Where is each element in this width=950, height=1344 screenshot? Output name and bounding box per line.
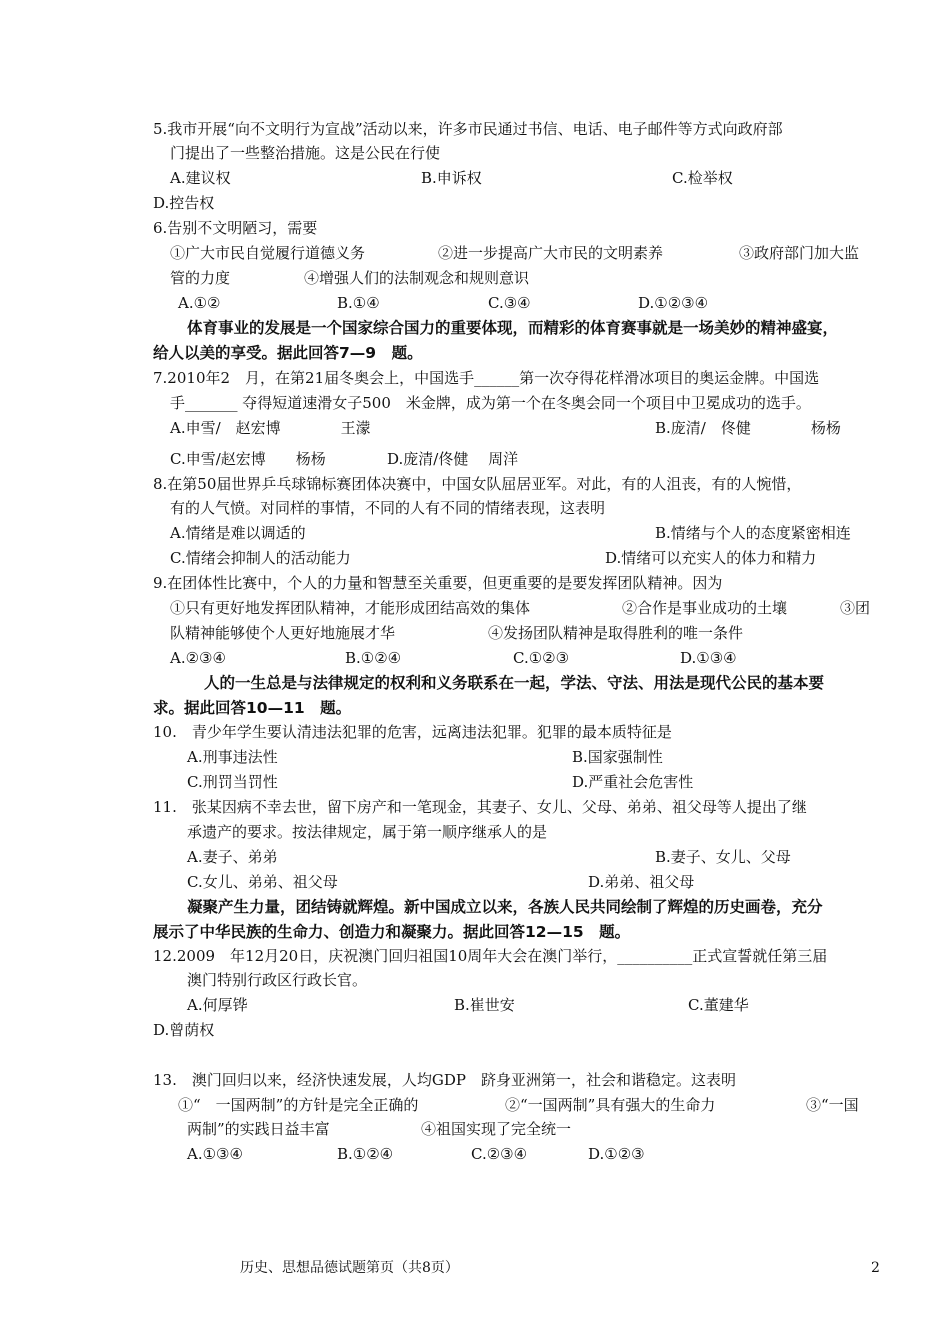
q6-option-a: A.①② <box>178 294 221 312</box>
q12-stem-line1: 12.2009 年12月20日，庆祝澳门回归祖国10周年大会在澳门举行，__________正式宣誓就任第三届 <box>153 947 828 965</box>
q9-statement-4: ④发扬团队精神是取得胜利的唯一条件 <box>488 624 744 642</box>
q5-stem-line2: 门提出了一些整治措施。这是公民在行使 <box>170 144 441 162</box>
q9-option-d: D.①③④ <box>680 649 737 667</box>
q7-option-a: A.申雪/ 赵宏博 王濛 <box>170 419 371 437</box>
q13-statement-3-cont: 两制”的实践日益丰富 <box>187 1120 330 1138</box>
intro1-line2: 给人以美的享受。据此回答7—9 题。 <box>153 344 423 362</box>
q12-stem-line2: 澳门特别行政区行政长官。 <box>187 971 368 989</box>
q9-option-c: C.①②③ <box>513 649 570 667</box>
q7-stem-line1: 7.2010年2 月，在第21届冬奥会上，中国选手______第一次夺得花样滑冰项目的奥运金牌。中国选 <box>153 369 820 387</box>
intro3-line1: 凝聚产生力量，团结铸就辉煌。新中国成立以来，各族人民共同绘制了辉煌的历史画卷，充分 <box>187 898 823 916</box>
q6-statement-3-cont: 管的力度 <box>170 269 231 287</box>
q9-statement-1: ①只有更好地发挥团队精神，才能形成团结高效的集体 <box>170 599 531 617</box>
q13-statement-3: ③“一国 <box>806 1096 859 1114</box>
q9-statement-2: ②合作是事业成功的土壤 <box>622 599 788 617</box>
q11-stem-line2: 承遗产的要求。按法律规定，属于第一顺序继承人的是 <box>187 823 548 841</box>
intro2-line2: 求。据此回答10—11 题。 <box>153 699 352 717</box>
q9-statement-3-cont: 队精神能够使个人更好地施展才华 <box>170 624 396 642</box>
q9-option-b: B.①②④ <box>345 649 402 667</box>
q8-stem-line2: 有的人气愤。对同样的事情，不同的人有不同的情绪表现，这表明 <box>170 499 606 517</box>
intro3-line2: 展示了中华民族的生命力、创造力和凝聚力。据此回答12—15 题。 <box>153 923 631 941</box>
q11-option-c: C.女儿、弟弟、祖父母 <box>187 873 338 891</box>
q11-option-a: A.妻子、弟弟 <box>187 848 278 866</box>
q7-option-d: D.庞清/佟健 周洋 <box>387 450 519 468</box>
q5-option-a: A.建议权 <box>170 169 231 187</box>
q11-stem-line1: 11. 张某因病不幸去世，留下房产和一笔现金，其妻子、女儿、父母、弟弟、祖父母等人提出了继 <box>153 798 807 816</box>
q13-option-d: D.①②③ <box>588 1145 645 1163</box>
q6-statement-4: ④增强人们的法制观念和规则意识 <box>304 269 530 287</box>
q5-option-c: C.检举权 <box>672 169 733 187</box>
q6-option-c: C.③④ <box>488 294 531 312</box>
q6-statement-1: ①广大市民自觉履行道德义务 <box>170 244 366 262</box>
q12-option-d: D.曾荫权 <box>153 1021 215 1039</box>
q13-stem: 13. 澳门回归以来，经济快速发展，人均GDP 跻身亚洲第一，社会和谐稳定。这表明 <box>153 1071 736 1089</box>
q13-option-b: B.①②④ <box>337 1145 394 1163</box>
q11-option-b: B.妻子、女儿、父母 <box>655 848 791 866</box>
q13-option-c: C.②③④ <box>471 1145 528 1163</box>
q8-stem-line1: 8.在第50届世界乒乓球锦标赛团体决赛中，中国女队屈居亚军。对此，有的人沮丧，有的人惋惜， <box>153 475 802 493</box>
q10-option-d: D.严重社会危害性 <box>572 773 694 791</box>
q12-option-c: C.董建华 <box>688 996 749 1014</box>
q6-stem: 6.告别不文明陋习，需要 <box>153 219 318 237</box>
q10-stem: 10. 青少年学生要认清违法犯罪的危害，远离违法犯罪。犯罪的最本质特征是 <box>153 723 672 741</box>
q7-option-b: B.庞清/ 佟健 杨杨 <box>655 419 841 437</box>
q10-option-b: B.国家强制性 <box>572 748 663 766</box>
q8-option-b: B.情绪与个人的态度紧密相连 <box>655 524 851 542</box>
q5-option-b: B.申诉权 <box>421 169 482 187</box>
q11-option-d: D.弟弟、祖父母 <box>588 873 695 891</box>
intro2-line1: 人的一生总是与法律规定的权利和义务联系在一起，学法、守法、用法是现代公民的基本要 <box>204 674 825 692</box>
q6-statement-2: ②进一步提高广大市民的文明素养 <box>438 244 664 262</box>
q8-option-c: C.情绪会抑制人的活动能力 <box>170 549 351 567</box>
intro1-line1: 体育事业的发展是一个国家综合国力的重要体现，而精彩的体育赛事就是一场美妙的精神盛宴， <box>187 319 839 337</box>
q6-option-b: B.①④ <box>337 294 380 312</box>
q10-option-c: C.刑罚当罚性 <box>187 773 278 791</box>
q13-statement-1: ①“ 一国两制”的方针是完全正确的 <box>178 1096 419 1114</box>
q7-stem-line2: 手_______ 夺得短道速滑女子500 米金牌，成为第一个在冬奥会同一个项目中卫冕成功的选手。 <box>170 394 811 412</box>
q5-option-d: D.控告权 <box>153 194 215 212</box>
q5-stem-line1: 5.我市开展“向不文明行为宣战”活动以来，许多市民通过书信、电话、电子邮件等方式向政府部 <box>153 120 783 138</box>
q9-option-a: A.②③④ <box>170 649 226 667</box>
q13-statement-2: ②“一国两制”具有强大的生命力 <box>505 1096 716 1114</box>
q6-statement-3: ③政府部门加大监 <box>739 244 860 262</box>
q7-option-c: C.申雪/赵宏博 杨杨 <box>170 450 326 468</box>
page-footer: 历史、思想品德试题第页（共8页） <box>240 1260 459 1276</box>
q9-statement-3: ③团 <box>840 599 871 617</box>
q13-option-a: A.①③④ <box>187 1145 243 1163</box>
q9-stem: 9.在团体性比赛中，个人的力量和智慧至关重要，但更重要的是要发挥团队精神。因为 <box>153 574 723 592</box>
q10-option-a: A.刑事违法性 <box>187 748 278 766</box>
q6-option-d: D.①②③④ <box>638 294 709 312</box>
q12-option-a: A.何厚铧 <box>187 996 248 1014</box>
q8-option-a: A.情绪是难以调适的 <box>170 524 306 542</box>
page-number: 2 <box>871 1260 880 1276</box>
q12-option-b: B.崔世安 <box>454 996 515 1014</box>
q13-statement-4: ④祖国实现了完全统一 <box>421 1120 572 1138</box>
q8-option-d: D.情绪可以充实人的体力和精力 <box>605 549 817 567</box>
